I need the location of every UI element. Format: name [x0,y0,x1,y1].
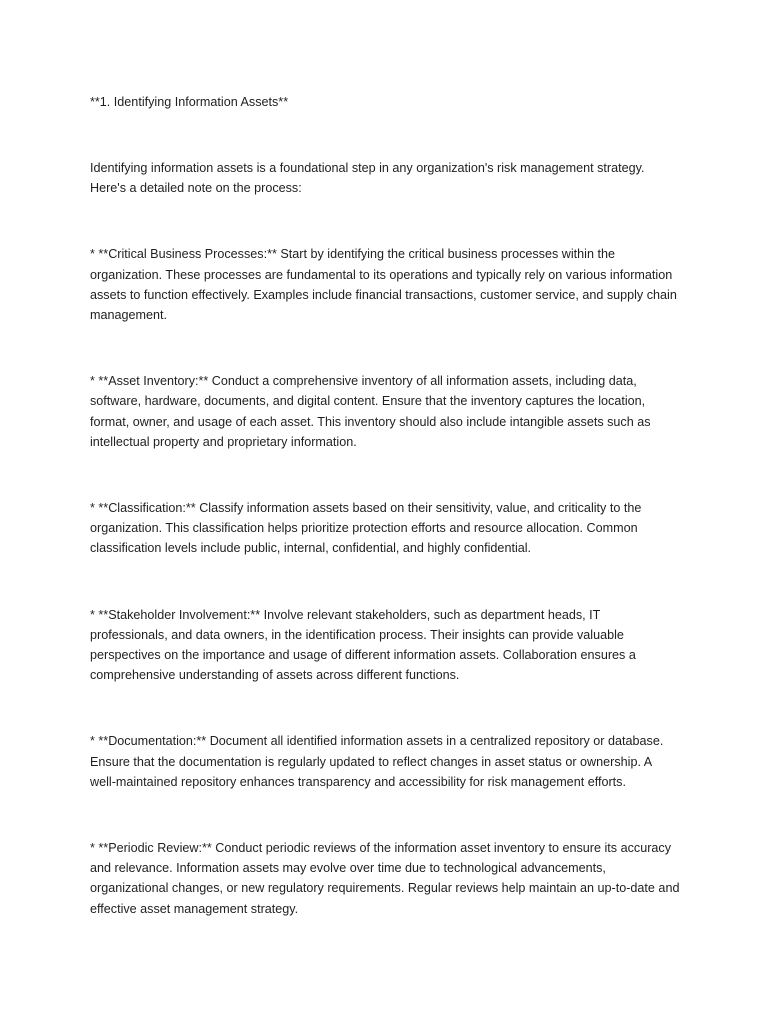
intro-paragraph: Identifying information assets is a foundational step in any organization's risk management strategy. Here's a detailed note on the process: [90,161,645,196]
bullet-documentation: * **Documentation:** Document all identified information assets in a centralized repository or database. Ensure that the documentation is regularly updated to reflect changes in asset status or ownership. A well-maintained repository enhances transparency and accessibility for risk management efforts. [90,734,664,789]
bullet-stakeholder-involvement: * **Stakeholder Involvement:** Involve relevant stakeholders, such as department heads, IT professionals, and data owners, in the identification process. Their insights can provide valuable perspectives on the importance and usage of different information assets. Collaboration ensures a comprehensive understanding of assets across different functions. [90,607,636,683]
section-heading: **1. Identifying Information Assets** [90,95,289,109]
document-body [90,92,680,919]
bullet-critical-business-processes: * **Critical Business Processes:** Start by identifying the critical business processes within the organization. These processes are fundamental to its operations and typically rely on various information assets to function effectively. Examples include financial transactions, customer service, and supply chain management. [90,247,677,323]
bullet-periodic-review: * **Periodic Review:** Conduct periodic reviews of the information asset inventory to ensure its accuracy and relevance. Information assets may evolve over time due to technological advancements, organizational changes, or new regulatory requirements. Regular reviews help maintain an up-to-date and effective asset management strategy. [90,841,680,916]
bullet-classification: * **Classification:** Classify information assets based on their sensitivity, value, and criticality to the organization. This classification helps prioritize protection efforts and resource allocation. Common classification levels include public, internal, confidential, and highly confidential. [90,501,642,556]
bullet-asset-inventory: * **Asset Inventory:** Conduct a comprehensive inventory of all information assets, including data, software, hardware, documents, and digital content. Ensure that the inventory captures the location, format, owner, and usage of each asset. This inventory should also include intangible assets such as intellectual property and proprietary information. [90,374,651,449]
